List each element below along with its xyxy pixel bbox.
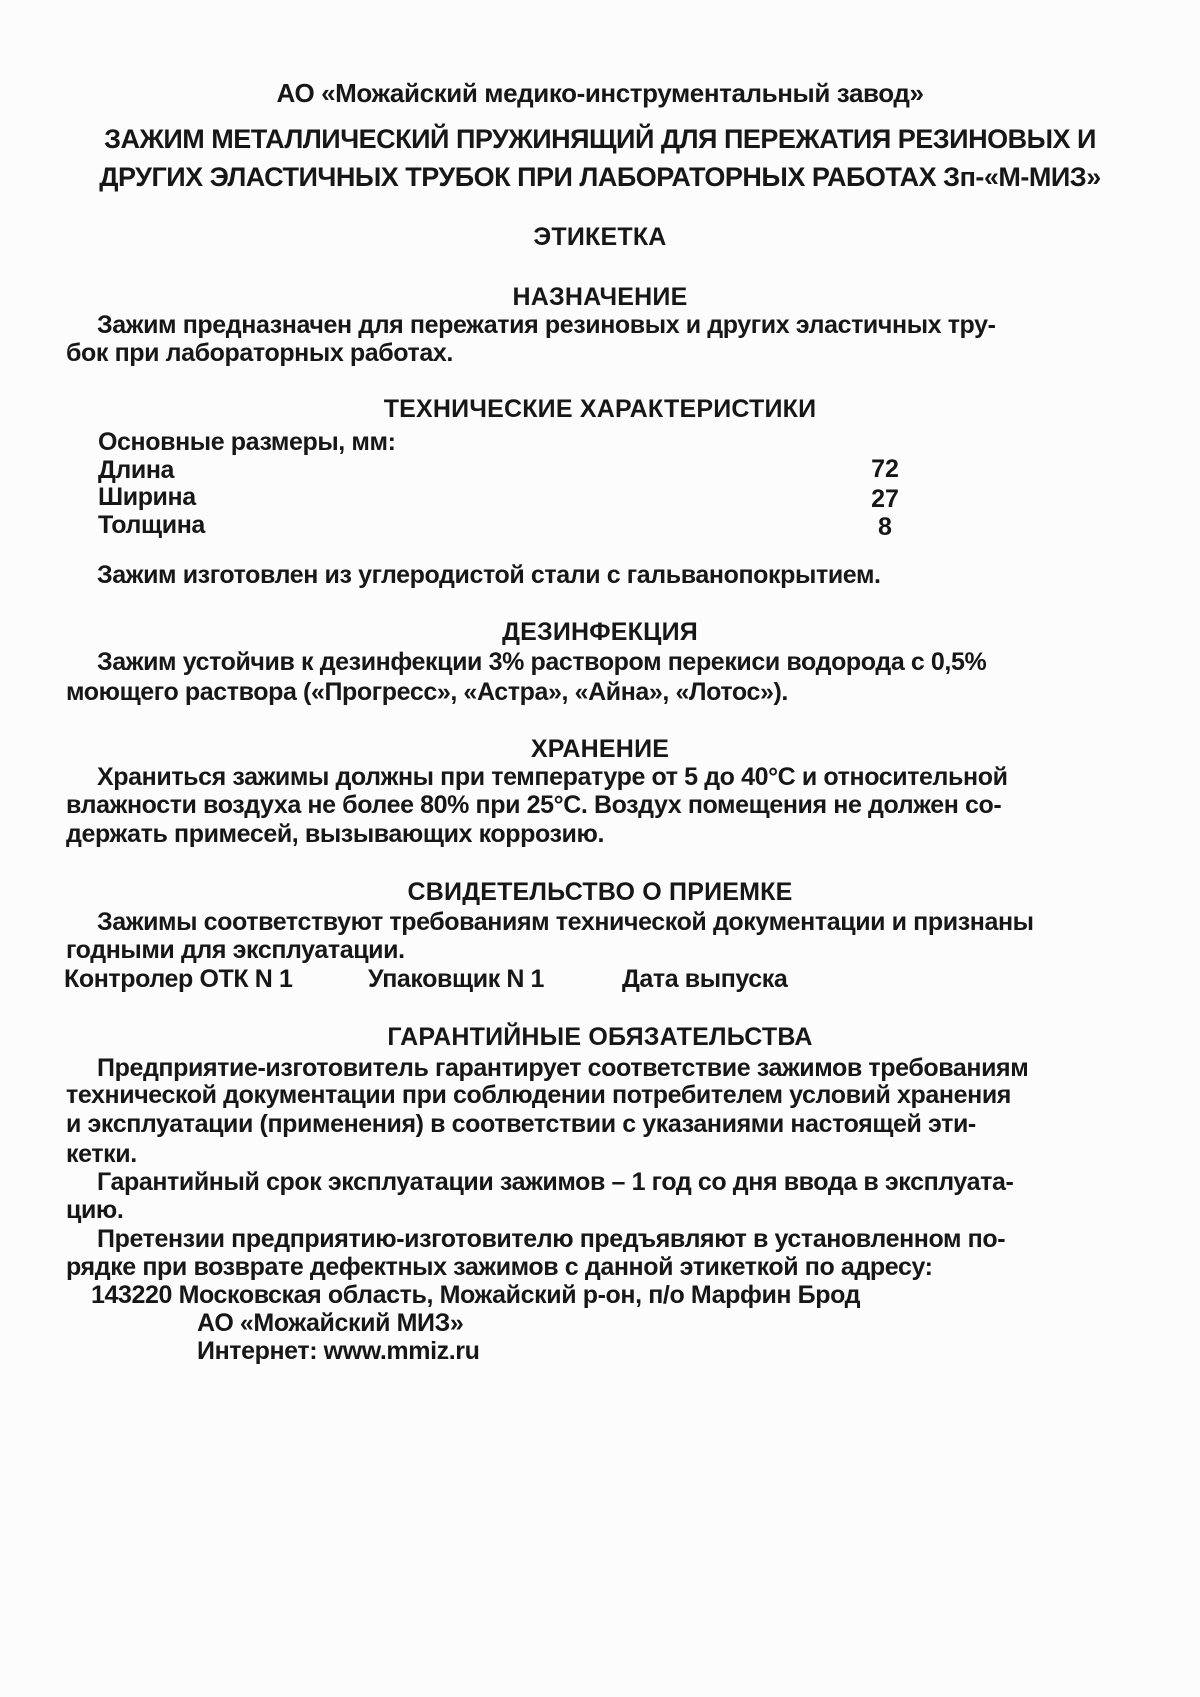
acceptance-heading: СВИДЕТЕЛЬСТВО О ПРИЕМКЕ xyxy=(407,878,793,906)
document-type-label: ЭТИКЕТКА xyxy=(533,223,667,251)
manufacturer-short-name: АО «Можайский МИЗ» xyxy=(197,1309,464,1337)
disinfection-heading: ДЕЗИНФЕКЦИЯ xyxy=(502,618,698,646)
company-name: АО «Можайский медико-инструментальный завод» xyxy=(276,78,924,108)
warranty-para3-line-1: Претензии предприятию-изготовителю предъявляют в установленном по- xyxy=(97,1225,1006,1253)
acceptance-text-line-1: Зажимы соответствуют требованиям технической документации и признаны xyxy=(97,908,1034,936)
packer-label: Упаковщик N 1 xyxy=(368,965,545,993)
specs-intro: Основные размеры, мм: xyxy=(98,428,396,456)
warranty-para1-line-4: кетки. xyxy=(66,1140,137,1168)
manufacturer-website: Интернет: www.mmiz.ru xyxy=(197,1337,480,1365)
warranty-para1-line-3: и эксплуатации (применения) в соответствии с указаниями настоящей эти- xyxy=(66,1110,976,1138)
product-title-line-2: ДРУГИХ ЭЛАСТИЧНЫХ ТРУБОК ПРИ ЛАБОРАТОРНЫХ РАБОТАХ Зп-«М-МИЗ» xyxy=(99,162,1101,192)
specs-heading: ТЕХНИЧЕСКИЕ ХАРАКТЕРИСТИКИ xyxy=(383,395,817,423)
storage-heading: ХРАНЕНИЕ xyxy=(530,735,670,763)
controller-otk-label: Контролер ОТК N 1 xyxy=(64,965,293,993)
warranty-para2-line-1: Гарантийный срок эксплуатации зажимов – 1 год со дня ввода в эксплуата- xyxy=(97,1168,1014,1196)
spec-label-thickness: Толщина xyxy=(98,511,205,539)
manufacturer-address: 143220 Московская область, Можайский р-он, п/о Марфин Брод xyxy=(91,1281,861,1309)
warranty-para3-line-2: рядке при возврате дефектных зажимов с данной этикеткой по адресу: xyxy=(66,1253,933,1281)
storage-text-line-2: влажности воздуха не более 80% при 25°С. Воздух помещения не должен со- xyxy=(66,791,1002,819)
spec-value-length: 72 xyxy=(871,455,899,483)
warranty-para2-line-2: цию. xyxy=(66,1196,124,1224)
acceptance-text-line-2: годными для эксплуатации. xyxy=(66,936,405,964)
disinfection-text-line-1: Зажим устойчив к дезинфекции 3% раствором перекиси водорода с 0,5% xyxy=(97,648,987,676)
warranty-para1-line-1: Предприятие-изготовитель гарантирует соответствие зажимов требованиям xyxy=(97,1054,1029,1082)
spec-label-length: Длина xyxy=(98,456,175,484)
storage-text-line-3: держать примесей, вызывающих коррозию. xyxy=(66,820,605,848)
product-title-line-1: ЗАЖИМ МЕТАЛЛИЧЕСКИЙ ПРУЖИНЯЩИЙ ДЛЯ ПЕРЕЖАТИЯ РЕЗИНОВЫХ И xyxy=(104,124,1096,154)
warranty-heading: ГАРАНТИЙНЫЕ ОБЯЗАТЕЛЬСТВА xyxy=(387,1023,813,1051)
warranty-para1-line-2: технической документации при соблюдении потребителем условий хранения xyxy=(66,1081,1011,1109)
spec-value-thickness: 8 xyxy=(878,513,892,541)
release-date-label: Дата выпуска xyxy=(622,965,788,993)
disinfection-text-line-2: моющего раствора («Прогресс», «Астра», «Айна», «Лотос»). xyxy=(66,678,788,706)
spec-label-width: Ширина xyxy=(98,483,196,511)
purpose-text-line-1: Зажим предназначен для пережатия резиновых и других эластичных тру- xyxy=(97,311,996,339)
storage-text-line-1: Храниться зажимы должны при температуре от 5 до 40°С и относительной xyxy=(97,763,1008,791)
material-note: Зажим изготовлен из углеродистой стали с гальванопокрытием. xyxy=(97,561,881,589)
purpose-heading: НАЗНАЧЕНИЕ xyxy=(512,283,688,311)
purpose-text-line-2: бок при лабораторных работах. xyxy=(66,339,453,367)
spec-value-width: 27 xyxy=(871,485,899,513)
